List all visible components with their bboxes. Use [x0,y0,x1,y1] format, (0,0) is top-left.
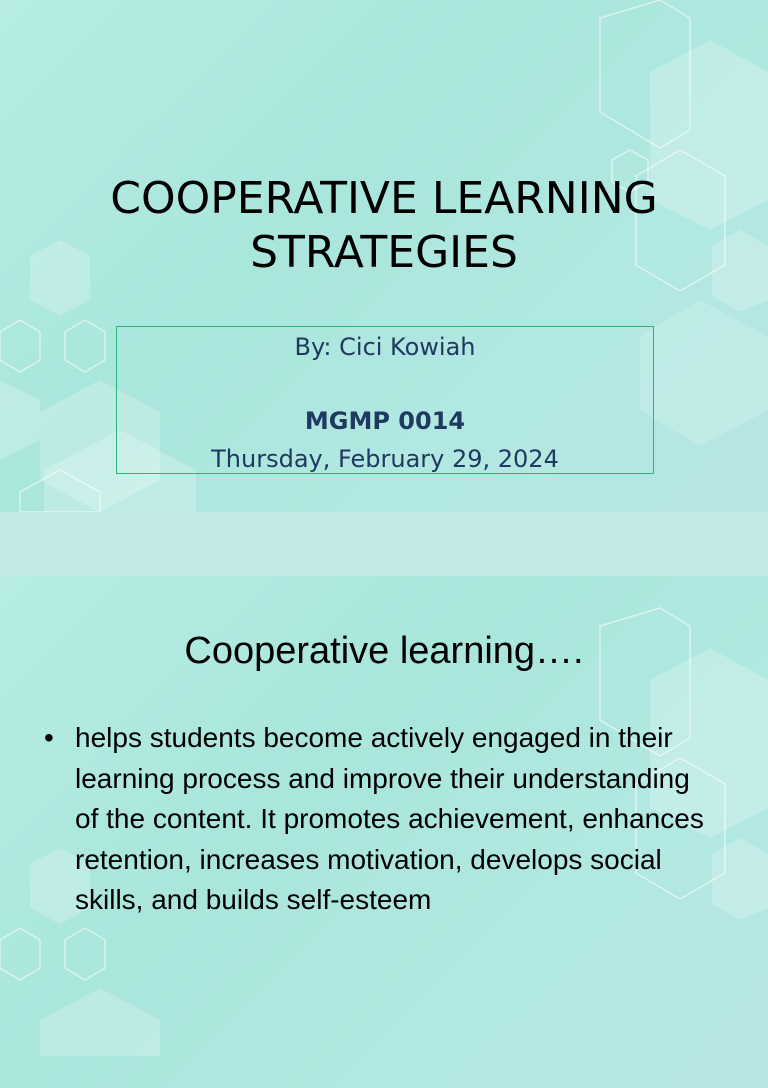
presentation-date: Thursday, February 29, 2024 [211,445,559,473]
author-byline: By: Cici Kowiah [294,333,476,361]
subtitle-box [116,326,654,474]
bullet-text: helps students become actively engaged in their learning process and improve their understanding of the content. It promotes achievement, enhances retention, increases motivation, develops social skills, and builds self-esteem [75,722,704,915]
bullet-icon: • [44,722,54,753]
title-slide [0,0,768,512]
course-code: MGMP 0014 [304,407,466,435]
slide-title-line-1: COOPERATIVE LEARNING [110,173,658,224]
slide-title [0,172,768,280]
slide-gap [0,512,768,576]
content-slide [0,576,768,1088]
slide-title: Cooperative learning…. [184,630,584,672]
bullet-point [44,718,704,921]
slide-title-line-2: STRATEGIES [250,227,518,278]
